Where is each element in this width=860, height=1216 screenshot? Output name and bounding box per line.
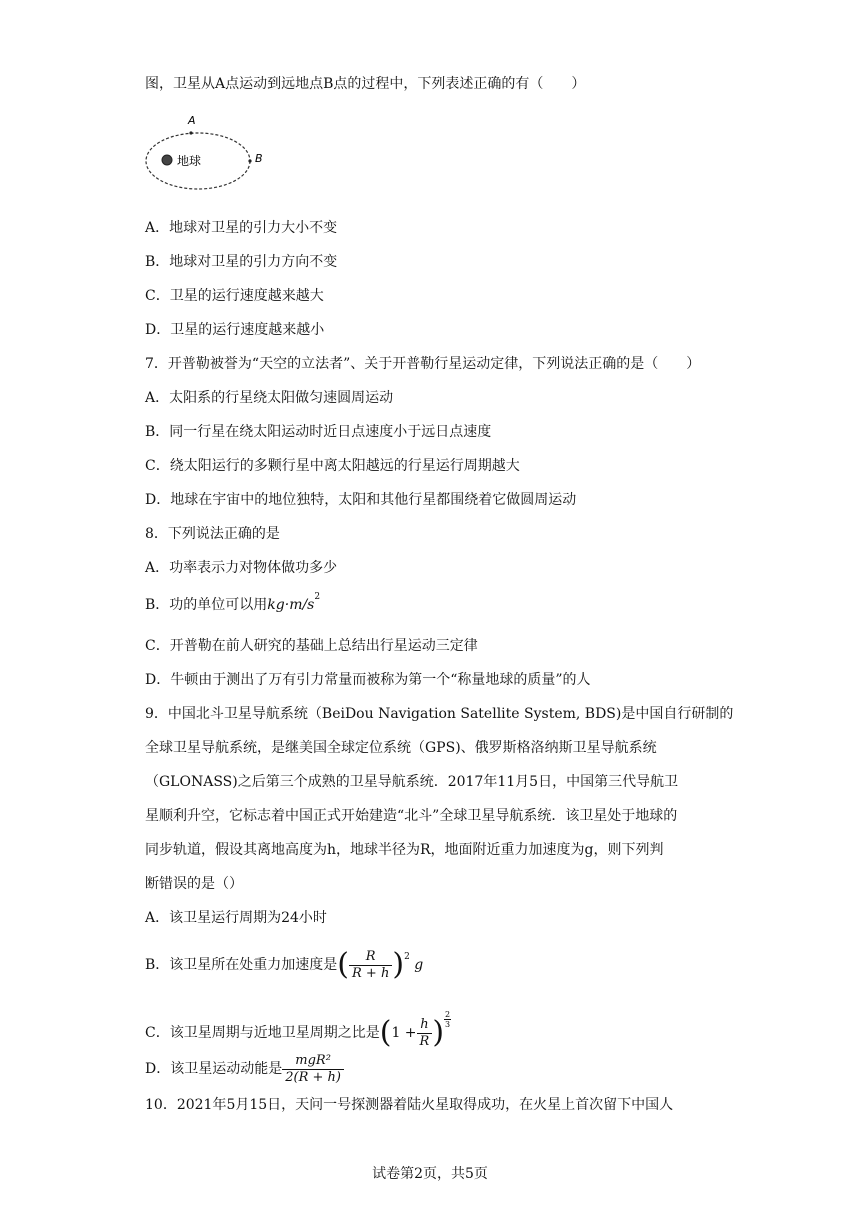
q9-option-d-numerator: mgR² [282,1053,344,1070]
left-paren: ( [379,1015,392,1050]
q8-option-b [145,592,321,614]
q7-option-d: D．地球在宇宙中的地位独特，太阳和其他行星都围绕着它做圆周运动 [145,492,577,508]
q8-option-d: D．牛顿由于测出了万有引力常量而被称为第一个“称量地球的质量”的人 [145,672,591,688]
q8-option-b-formula: kg·m/s [267,597,315,613]
q9-option-b-fraction [349,949,392,982]
q9-line-3: （GLONASS)之后第三个成熟的卫星导航系统．2017年11月5日，中国第三代导航卫 [145,774,679,790]
q6-option-a: A．地球对卫星的引力大小不变 [145,220,338,236]
q9-line-6: 断错误的是（） [145,876,243,892]
right-paren: ) [392,947,405,982]
q9-line-2: 全球卫星导航系统，是继美国全球定位系统（GPS)、俄罗斯格洛纳斯卫星导航系统 [145,740,657,756]
q8-stem: 8．下列说法正确的是 [145,526,280,542]
q9-option-c-numerator: h [417,1017,433,1034]
q9-option-a: A．该卫星运行周期为24小时 [145,910,327,926]
q9-option-b-g: g [414,957,424,973]
q9-option-d-text: D．该卫星运动动能是 [145,1061,283,1077]
q6-option-c: C．卫星的运行速度越来越大 [145,288,324,304]
q9-option-d [145,1052,344,1086]
q9-line-4: 星顺利升空，它标志着中国正式开始建造“北斗”全球卫星导航系统．该卫星处于地球的 [145,808,678,824]
point-a-dot [189,131,192,134]
q9-option-c-one: 1 + [391,1025,417,1041]
q6-option-d: D．卫星的运行速度越来越小 [145,322,325,338]
earth-dot [162,155,172,165]
q9-option-b [145,948,423,982]
q8-option-b-exp: 2 [314,592,321,602]
orbit-figure [143,110,268,192]
q9-option-c-fraction [417,1017,433,1050]
earth-label: 地球 [177,154,202,168]
q9-option-c-exponent: $\frac{2}{3}$ [445,1009,451,1029]
q8-option-c: C．开普勒在前人研究的基础上总结出行星运动三定律 [145,638,478,654]
point-b-label: B [255,152,263,165]
q9-option-c [145,1009,451,1050]
q7-option-b: B．同一行星在绕太阳运动时近日点速度小于远日点速度 [145,424,492,440]
q8-option-b-text: B．功的单位可以用 [145,597,268,613]
page-footer: 试卷第2页，共5页 [372,1166,488,1182]
q7-option-c: C．绕太阳运行的多颗行星中离太阳越远的行星运行周期越大 [145,458,520,474]
point-b-dot [248,159,251,162]
right-paren: ) [432,1015,445,1050]
q9-option-b-numerator: R [349,949,392,966]
q9-option-c-denominator: R [419,1033,430,1049]
point-a-label: A [188,114,196,127]
q9-line-1: 9．中国北斗卫星导航系统（BeiDou Navigation Satellite System, BDS)是中国自行研制的 [145,706,734,722]
q7-option-a: A．太阳系的行星绕太阳做匀速圆周运动 [145,390,394,406]
q9-option-c-text: C．该卫星周期与近地卫星周期之比是 [145,1025,380,1041]
q7-stem: 7．开普勒被誉为“天空的立法者”、关于开普勒行星运动定律，下列说法正确的是（ ） [145,356,701,372]
q9-option-d-denominator: 2(R + h) [285,1069,341,1085]
q9-line-5: 同步轨道，假设其离地高度为h，地球半径为R，地面附近重力加速度为g，则下列判 [145,842,664,858]
q9-option-b-text: B．该卫星所在处重力加速度是 [145,957,338,973]
q9-option-b-exp: 2 [404,952,410,962]
left-paren: ( [337,947,350,982]
q8-option-a: A．功率表示力对物体做功多少 [145,560,338,576]
q9-option-b-denominator: R + h [352,965,390,981]
q9-option-d-fraction [282,1053,344,1086]
q10-start: 10．2021年5月15日，天问一号探测器着陆火星取得成功，在火星上首次留下中国人 [145,1097,674,1113]
q6-option-b: B．地球对卫星的引力方向不变 [145,254,338,270]
q6-stem: 图，卫星从A点运动到远地点B点的过程中，下列表述正确的有（ ） [145,76,586,92]
